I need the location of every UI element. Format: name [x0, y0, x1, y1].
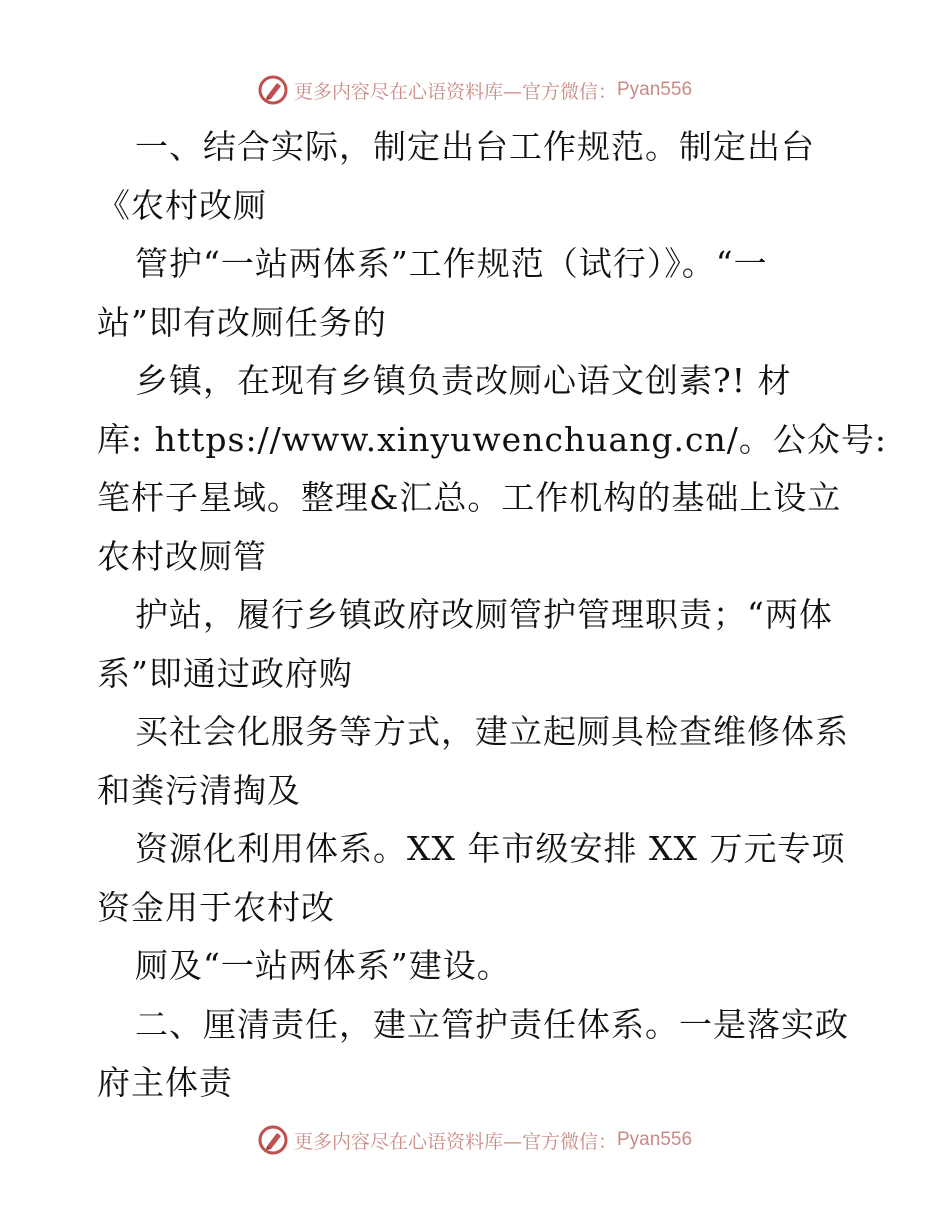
text-line: 库: https://www.xinyuwenchuang.cn/。公众号: — [97, 419, 887, 459]
pen-logo-icon — [258, 1125, 288, 1155]
document-body — [97, 118, 887, 1113]
text-line: 资金用于农村改 — [97, 887, 335, 927]
header-banner-wechat: Pyan556 — [617, 79, 693, 100]
footer-banner-text: 更多内容尽在心语资料库—官方微信： — [293, 1130, 617, 1153]
text-line: 和粪污清掏及 — [97, 770, 301, 810]
footer-banner-wechat: Pyan556 — [617, 1129, 693, 1150]
text-line: 厕及“一站两体系”建设。 — [135, 946, 511, 985]
text-line: 府主体责 — [97, 1063, 233, 1102]
text-line: 买社会化服务等方式，建立起厕具检查维修体系 — [135, 712, 849, 751]
text-line: 二、厘清责任，建立管护责任体系。一是落实政 — [135, 1004, 849, 1044]
header-banner-text: 更多内容尽在心语资料库—官方微信： — [293, 80, 617, 103]
text-line: 《农村改厕 — [97, 185, 267, 225]
text-line: 系”即通过政府购 — [97, 653, 353, 693]
text-line: 农村改厕管 — [97, 536, 267, 576]
text-line: 护站，履行乡镇政府改厕管护管理职责；“两体 — [135, 595, 833, 634]
text-line: 管护“一站两体系”工作规范（试行）》。“一 — [135, 244, 768, 283]
header-banner — [0, 70, 950, 110]
text-line: 资源化利用体系。XX 年市级安排 XX 万元专项 — [135, 829, 846, 868]
text-line: 笔杆子星域。整理&汇总。工作机构的基础上设立 — [97, 478, 842, 517]
footer-banner — [0, 1120, 950, 1160]
text-line: 乡镇，在现有乡镇负责改厕心语文创素?! 材 — [135, 361, 792, 400]
text-line: 一、结合实际，制定出台工作规范。制定出台 — [135, 127, 815, 166]
pen-logo-icon — [258, 75, 288, 105]
text-line: 站”即有改厕任务的 — [97, 302, 387, 342]
